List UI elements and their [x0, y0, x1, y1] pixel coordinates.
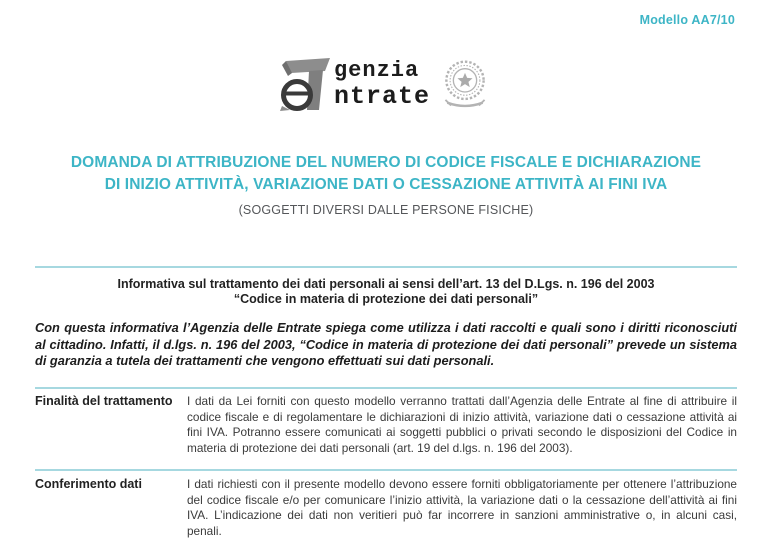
section-label: Conferimento dati — [35, 477, 142, 491]
section-text: I dati da Lei forniti con questo modello verranno trattati dall’Agenzia delle Entrate al fine di attribuire il codice fiscale e di regolamentare le dichiarazioni di inizio attività, variazione dati o cessazione attività ai fini IVA. Potranno essere comunicati ai soggetti pubblici o privati secondo le disposizioni del Codice in materia di protezione dei dati personali (art. 19 del d.lgs. n. 196 del 2003). — [187, 394, 737, 455]
form-title-line-2: DI INIZIO ATTIVITÀ, VARIAZIONE DATI O CESSAZIONE ATTIVITÀ AI FINI IVA — [104, 176, 668, 193]
separator-rule-middle — [35, 387, 737, 389]
agenzia-entrate-wordmark — [334, 58, 430, 110]
separator-rule-top — [35, 266, 737, 268]
logo-word-ntrate: ntrate — [333, 82, 430, 111]
model-number-label: Modello AA7/10 — [639, 13, 735, 27]
privacy-heading-line-1: Informativa sul trattamento dei dati personali ai sensi dell’art. 13 del D.Lgs. n. 196 del 2003 — [117, 277, 655, 291]
section-text: I dati richiesti con il presente modello devono essere forniti obbligatoriamente per ottenere l’attribuzione del codice fiscale e/o per comunicare l’inizio attività, la variazione dati o la cessazione dell’attività ai fini IVA. L’indicazione dei dati non veritieri può far incorrere in sanzioni amministrative o, in alcuni casi, penali. — [187, 477, 737, 538]
separator-rule-bottom — [35, 469, 737, 471]
privacy-intro-paragraph: Con questa informativa l’Agenzia delle Entrate spiega come utilizza i dati raccolti e quali sono i diritti riconosciuti al cittadino. Infatti, il d.lgs. n. 196 del 2003, “Codice in materia di protezione dei dati personali” prevede un sistema di garanzia a tutela dei trattamenti che vengono effettuati sui dati personali. — [35, 320, 737, 368]
logo-word-genzia: genzia — [333, 58, 420, 83]
privacy-heading-line-2: “Codice in materia di protezione dei dati personali” — [233, 292, 539, 306]
form-subtitle: (SOGGETTI DIVERSI DALLE PERSONE FISICHE) — [238, 203, 534, 217]
privacy-heading — [35, 277, 737, 307]
section-conferimento-dati — [35, 477, 737, 539]
agenzia-entrate-logo — [0, 56, 768, 114]
form-title-line-1: DOMANDA DI ATTRIBUZIONE DEL NUMERO DI CODICE FISCALE E DICHIARAZIONE — [70, 154, 702, 171]
section-label: Finalità del trattamento — [35, 394, 173, 408]
form-title-block — [34, 152, 738, 217]
italian-republic-emblem-icon — [438, 56, 492, 114]
agenzia-entrate-mark-icon — [276, 56, 334, 114]
section-finalita-del-trattamento — [35, 394, 737, 456]
